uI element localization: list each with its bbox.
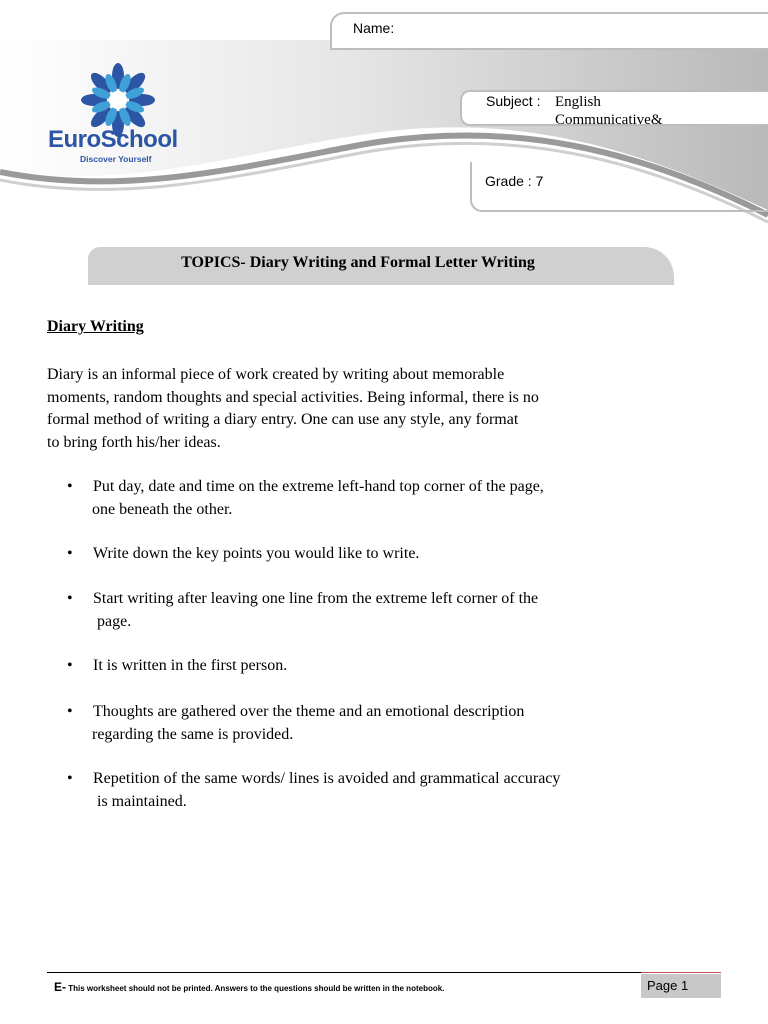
- footer-divider: [47, 972, 641, 973]
- bullet-line: Repetition of the same words/ lines is avoided and grammatical accuracy: [93, 770, 561, 787]
- bullet-line: Put day, date and time on the extreme left-hand top corner of the page,: [93, 478, 544, 495]
- footer-note-text: This worksheet should not be printed. Answers to the questions should be written in the notebook.: [68, 984, 445, 993]
- footer-e-label: E-: [54, 980, 66, 994]
- bullet-dot-icon: •: [67, 545, 73, 562]
- page-number: Page 1: [647, 978, 689, 993]
- intro-line: moments, random thoughts and special activities. Being informal, there is no: [47, 388, 539, 406]
- intro-line: formal method of writing a diary entry. One can use any style, any format: [47, 411, 519, 428]
- name-field-box: [330, 12, 768, 50]
- grade-label: Grade : 7: [485, 173, 544, 189]
- bullet-line: Start writing after leaving one line from the extreme left corner of the: [93, 590, 539, 607]
- bullet-line: page.: [97, 612, 132, 630]
- bullet-line: Thoughts are gathered over the theme and an emotional description: [93, 703, 525, 720]
- name-label: Name:: [353, 20, 395, 36]
- topic-title: TOPICS- Diary Writing and Formal Letter Writing: [181, 254, 535, 271]
- section-heading: Diary Writing: [47, 318, 144, 335]
- bullet-dot-icon: •: [67, 478, 73, 495]
- bullet-line: is maintained.: [97, 792, 187, 810]
- intro-line: to bring forth his/her ideas.: [47, 433, 221, 451]
- bullet-line: It is written in the first person.: [93, 657, 288, 674]
- bullet-line: one beneath the other.: [92, 500, 233, 518]
- subject-value-line1: English: [555, 94, 601, 110]
- footer-divider-accent: [641, 972, 721, 973]
- intro-paragraph: [47, 364, 627, 454]
- brand-name: EuroSchool: [48, 126, 178, 153]
- brand-tagline: Discover Yourself: [80, 154, 152, 164]
- subject-value-line2: Communicative&: [555, 112, 663, 128]
- subject-value: [555, 93, 755, 129]
- footer-note: [54, 980, 444, 994]
- bullet-dot-icon: •: [67, 703, 73, 720]
- bullet-line: regarding the same is provided.: [92, 725, 294, 743]
- bullet-dot-icon: •: [67, 770, 73, 787]
- bullet-dot-icon: •: [67, 657, 73, 674]
- intro-line: Diary is an informal piece of work created by writing about memorable: [47, 366, 505, 383]
- bullet-dot-icon: •: [67, 590, 73, 607]
- subject-label: Subject :: [486, 93, 541, 109]
- bullet-line: Write down the key points you would like to write.: [93, 545, 420, 562]
